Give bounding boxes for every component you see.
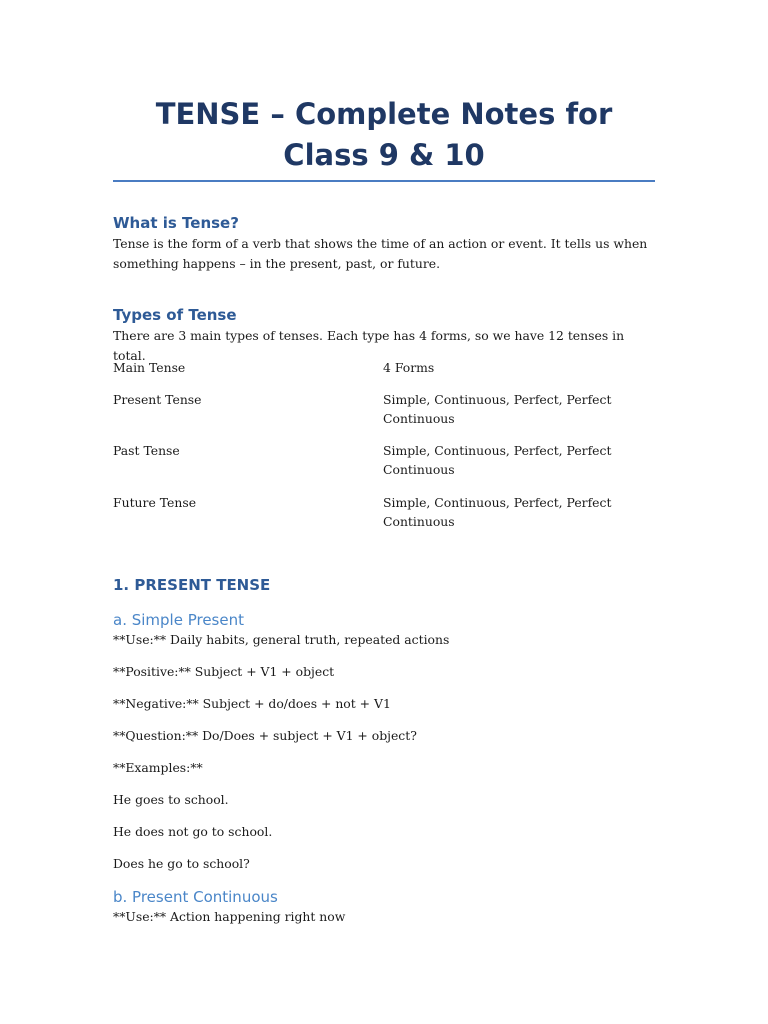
table-cell-main-tense: Past Tense (113, 443, 180, 458)
table-cell-main-tense: Future Tense (113, 495, 197, 510)
simple-present-negative: **Negative:** Subject + do/does + not + V1 (113, 696, 391, 711)
table-header-cell: Main Tense (113, 360, 186, 375)
page-title: TENSE – Complete Notes for Class 9 & 10 (155, 97, 613, 172)
simple-present-question: **Question:** Do/Does + subject + V1 + object? (113, 728, 417, 743)
present-continuous-use: **Use:** Action happening right now (113, 909, 346, 924)
what-is-tense-paragraph: Tense is the form of a verb that shows the time of an action or event. It tells us when something happens – in the present, past, or future. (113, 236, 648, 271)
table-cell-forms: Simple, Continuous, Perfect, Perfect Continuous (383, 495, 612, 529)
table-header-cell: 4 Forms (383, 360, 435, 375)
present-continuous-heading: b. Present Continuous (113, 888, 278, 906)
present-tense-heading: 1. PRESENT TENSE (113, 576, 271, 594)
table-cell-forms: Simple, Continuous, Perfect, Perfect Continuous (383, 392, 612, 426)
table-cell-main-tense: Present Tense (113, 392, 202, 407)
types-of-tense-paragraph: There are 3 main types of tenses. Each type has 4 forms, so we have 12 tenses in total. (113, 328, 625, 363)
simple-present-positive: **Positive:** Subject + V1 + object (113, 664, 335, 679)
title-underline (113, 180, 655, 182)
table-cell-forms: Simple, Continuous, Perfect, Perfect Continuous (383, 443, 612, 477)
example-sentence: He goes to school. (113, 792, 229, 807)
example-sentence: Does he go to school? (113, 856, 250, 871)
what-is-tense-heading: What is Tense? (113, 214, 239, 232)
types-of-tense-heading: Types of Tense (113, 306, 237, 324)
simple-present-examples-label: **Examples:** (113, 760, 203, 775)
simple-present-heading: a. Simple Present (113, 611, 244, 629)
example-sentence: He does not go to school. (113, 824, 273, 839)
simple-present-use: **Use:** Daily habits, general truth, repeated actions (113, 632, 450, 647)
